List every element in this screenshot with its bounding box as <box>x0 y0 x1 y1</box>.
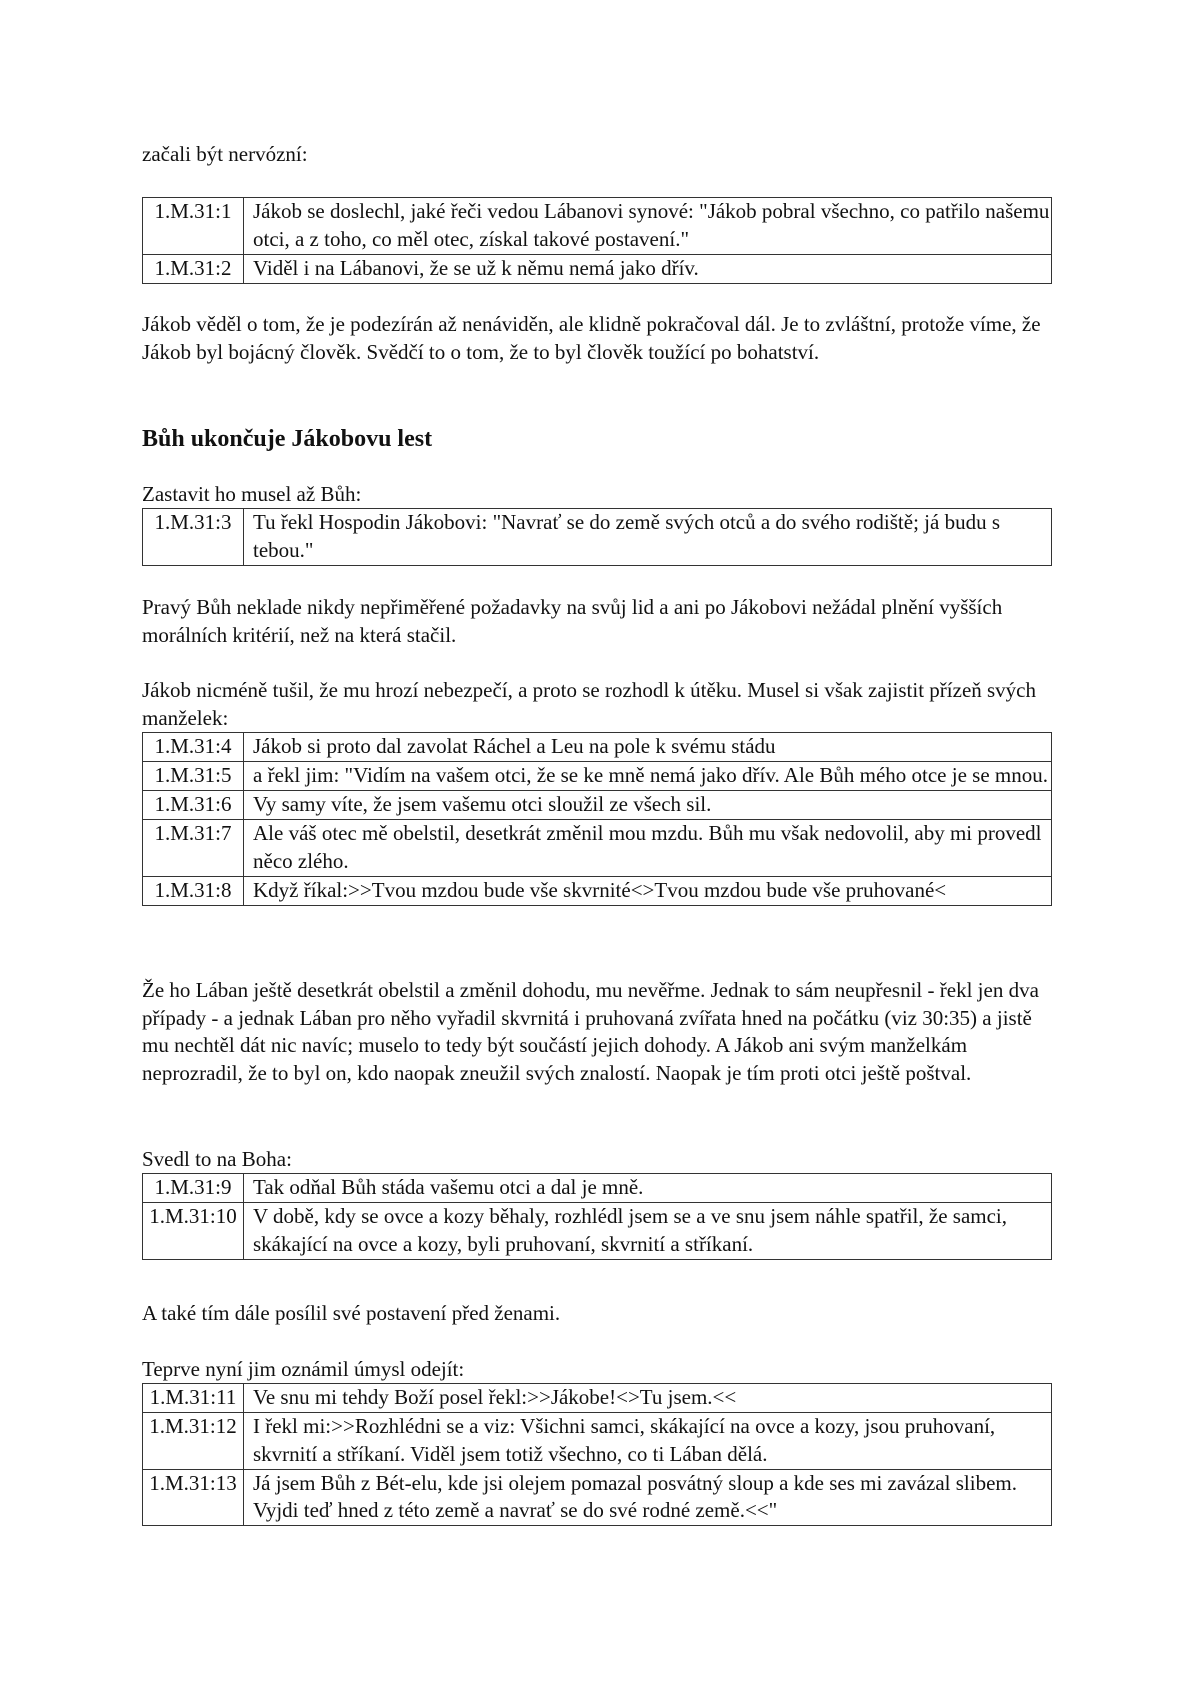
lead-line: Svedl to na Boha: <box>142 1147 292 1171</box>
lead-line: Jákob nicméně tušil, že mu hrozí nebezpečí, a proto se rozhodl k útěku. Musel si však zajistit přízeň svých manželek: <box>142 678 1037 730</box>
lead-line: Zastavit ho musel až Bůh: <box>142 482 362 506</box>
verse-text: Tak odňal Bůh stáda vašemu otci a dal je mně. <box>244 1174 1052 1203</box>
verse-ref: 1.M.31:3 <box>143 509 244 566</box>
verse-table-1 <box>142 197 1052 284</box>
verse-table-3 <box>142 732 1052 906</box>
table-row <box>143 1469 1052 1526</box>
verse-ref: 1.M.31:2 <box>143 254 244 283</box>
section-heading: Bůh ukončuje Jákobovu lest <box>142 426 433 452</box>
table-row <box>143 733 1052 762</box>
verse-ref: 1.M.31:13 <box>143 1469 244 1526</box>
verse-text: Ve snu mi tehdy Boží posel řekl:>>Jákobe!<>Tu jsem.<< <box>244 1384 1052 1413</box>
verse-ref: 1.M.31:7 <box>143 820 244 877</box>
verse-ref: 1.M.31:11 <box>143 1384 244 1413</box>
verse-text: Jákob si proto dal zavolat Ráchel a Leu na pole k svému stádu <box>244 733 1052 762</box>
verse-ref: 1.M.31:8 <box>143 876 244 905</box>
table-row <box>143 1174 1052 1203</box>
paragraph: Že ho Lában ještě desetkrát obelstil a změnil dohodu, mu nevěřme. Jednak to sám neupřesnil - řekl jen dva případy - a jednak Lában pro něho vyřadil skvrnitá i pruhovaná zvířata hned na počátku (viz 30:35) a jistě mu nechtěl dát nic navíc; muselo to tedy být součástí jejich dohody. A Jákob ani svým manželkám neprozradil, že to byl on, kdo naopak zneužil svých znalostí. Naopak je tím proti otci ještě poštval. <box>142 978 1039 1085</box>
verse-ref: 1.M.31:6 <box>143 791 244 820</box>
verse-ref: 1.M.31:1 <box>143 198 244 255</box>
lead-line: Teprve nyní jim oznámil úmysl odejít: <box>142 1357 465 1381</box>
verse-text: Já jsem Bůh z Bét-elu, kde jsi olejem pomazal posvátný sloup a kde ses mi zavázal slibem. Vyjdi teď hned z této země a navrať se do své rodné země.<<" <box>244 1469 1052 1526</box>
verse-text: Ale váš otec mě obelstil, desetkrát změnil mou mzdu. Bůh mu však nedovolil, aby mi provedl něco zlého. <box>244 820 1052 877</box>
table-row <box>143 1203 1052 1260</box>
verse-ref: 1.M.31:5 <box>143 762 244 791</box>
verse-text: V době, kdy se ovce a kozy běhaly, rozhlédl jsem se a ve snu jsem náhle spatřil, že samci, skákající na ovce a kozy, byli pruhovaní, skvrnití a stříkaní. <box>244 1203 1052 1260</box>
intro-line: začali být nervózní: <box>142 142 308 166</box>
verse-ref: 1.M.31:4 <box>143 733 244 762</box>
table-row <box>143 876 1052 905</box>
table-row <box>143 254 1052 283</box>
table-row <box>143 820 1052 877</box>
verse-text: Jákob se doslechl, jaké řeči vedou Lábanovi synové: "Jákob pobral všechno, co patřilo našemu otci, a z toho, co měl otec, získal takové postavení." <box>244 198 1052 255</box>
table-row <box>143 762 1052 791</box>
verse-ref: 1.M.31:9 <box>143 1174 244 1203</box>
paragraph: Jákob věděl o tom, že je podezírán až nenáviděn, ale klidně pokračoval dál. Je to zvláštní, protože víme, že Jákob byl bojácný člověk. Svědčí to o tom, že to byl člověk toužící po bohatství. <box>142 312 1041 364</box>
verse-text: I řekl mi:>>Rozhlédni se a viz: Všichni samci, skákající na ovce a kozy, jsou pruhovaní, skvrnití a stříkaní. Viděl jsem totiž všechno, co ti Lában dělá. <box>244 1413 1052 1470</box>
verse-text: a řekl jim: "Vidím na vašem otci, že se ke mně nemá jako dřív. Ale Bůh mého otce je se mnou. <box>244 762 1052 791</box>
table-row <box>143 791 1052 820</box>
paragraph: A také tím dále posílil své postavení před ženami. <box>142 1301 561 1325</box>
verse-text: Viděl i na Lábanovi, že se už k němu nemá jako dřív. <box>244 254 1052 283</box>
table-row <box>143 1384 1052 1413</box>
verse-ref: 1.M.31:10 <box>143 1203 244 1260</box>
verse-text: Vy samy víte, že jsem vašemu otci sloužil ze všech sil. <box>244 791 1052 820</box>
verse-text: Když říkal:>>Tvou mzdou bude vše skvrnité<>Tvou mzdou bude vše pruhované< <box>244 876 1052 905</box>
verse-table-2 <box>142 508 1052 566</box>
table-row <box>143 198 1052 255</box>
table-row <box>143 1413 1052 1470</box>
table-row <box>143 509 1052 566</box>
verse-table-5 <box>142 1383 1052 1526</box>
verse-table-4 <box>142 1173 1052 1260</box>
verse-ref: 1.M.31:12 <box>143 1413 244 1470</box>
verse-text: Tu řekl Hospodin Jákobovi: "Navrať se do země svých otců a do svého rodiště; já budu s tebou." <box>244 509 1052 566</box>
paragraph: Pravý Bůh neklade nikdy nepřiměřené požadavky na svůj lid a ani po Jákobovi nežádal plnění vyšších morálních kritérií, než na která stačil. <box>142 595 1003 647</box>
